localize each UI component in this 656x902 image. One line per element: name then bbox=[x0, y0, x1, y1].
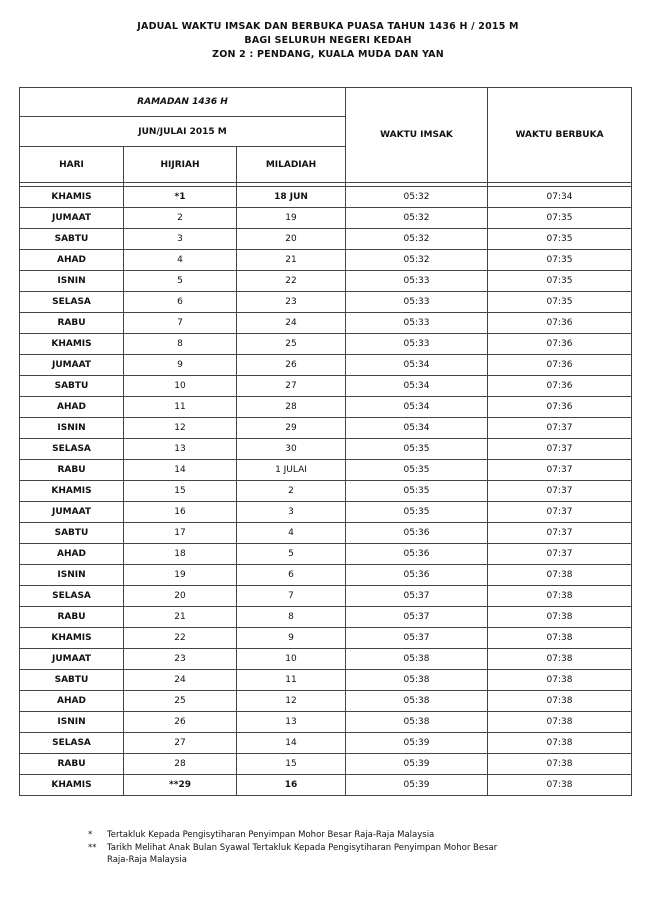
hijriah-cell: 23 bbox=[124, 649, 237, 670]
table-row bbox=[20, 565, 632, 586]
berbuka-cell: 07:37 bbox=[488, 481, 632, 502]
miladiah-cell: 1 JULAI bbox=[237, 460, 346, 481]
day-cell: SABTU bbox=[20, 670, 124, 691]
imsak-cell: 05:32 bbox=[346, 187, 488, 208]
table-row bbox=[20, 250, 632, 271]
day-cell: RABU bbox=[20, 607, 124, 628]
footnote-mark: ** bbox=[88, 842, 97, 853]
table-row bbox=[20, 397, 632, 418]
table-row bbox=[20, 334, 632, 355]
table-row bbox=[20, 418, 632, 439]
footnote-text: Tarikh Melihat Anak Bulan Syawal Tertakluk Kepada Pengisytiharan Penyimpan Mohor Besar bbox=[107, 842, 498, 853]
imsak-cell: 05:36 bbox=[346, 523, 488, 544]
footnotes bbox=[82, 829, 497, 867]
berbuka-cell: 07:38 bbox=[488, 754, 632, 775]
imsak-cell: 05:32 bbox=[346, 250, 488, 271]
berbuka-cell: 07:38 bbox=[488, 649, 632, 670]
berbuka-cell: 07:37 bbox=[488, 523, 632, 544]
berbuka-cell: 07:38 bbox=[488, 607, 632, 628]
hijriah-cell: 3 bbox=[124, 229, 237, 250]
hijriah-cell: 28 bbox=[124, 754, 237, 775]
imsak-cell: 05:34 bbox=[346, 418, 488, 439]
day-cell: SABTU bbox=[20, 523, 124, 544]
day-cell: AHAD bbox=[20, 544, 124, 565]
day-cell: JUMAAT bbox=[20, 355, 124, 376]
imsak-cell: 05:32 bbox=[346, 229, 488, 250]
hijriah-cell: 22 bbox=[124, 628, 237, 649]
berbuka-cell: 07:38 bbox=[488, 586, 632, 607]
title-line-3: ZON 2 : PENDANG, KUALA MUDA DAN YAN bbox=[212, 49, 444, 60]
table-row bbox=[20, 502, 632, 523]
day-cell: AHAD bbox=[20, 691, 124, 712]
hijriah-cell: 17 bbox=[124, 523, 237, 544]
berbuka-cell: 07:36 bbox=[488, 376, 632, 397]
berbuka-cell: 07:35 bbox=[488, 271, 632, 292]
miladiah-cell: 16 bbox=[237, 775, 346, 796]
imsak-cell: 05:38 bbox=[346, 649, 488, 670]
imsak-cell: 05:35 bbox=[346, 481, 488, 502]
hijriah-cell: 14 bbox=[124, 460, 237, 481]
imsak-cell: 05:39 bbox=[346, 775, 488, 796]
berbuka-cell: 07:35 bbox=[488, 292, 632, 313]
footnote-text: Raja-Raja Malaysia bbox=[107, 855, 187, 865]
hijriah-cell: 26 bbox=[124, 712, 237, 733]
hijriah-cell: 20 bbox=[124, 586, 237, 607]
miladiah-cell: 26 bbox=[237, 355, 346, 376]
document-title bbox=[0, 20, 656, 62]
hijriah-cell: *1 bbox=[124, 187, 237, 208]
berbuka-cell: 07:36 bbox=[488, 397, 632, 418]
day-cell: JUMAAT bbox=[20, 649, 124, 670]
table-row bbox=[20, 187, 632, 208]
footnote-mark: * bbox=[88, 830, 93, 840]
imsak-cell: 05:38 bbox=[346, 670, 488, 691]
miladiah-cell: 11 bbox=[237, 670, 346, 691]
berbuka-cell: 07:38 bbox=[488, 775, 632, 796]
table-row bbox=[20, 439, 632, 460]
hijriah-cell: **29 bbox=[124, 775, 237, 796]
header-hijriah: HIJRIAH bbox=[124, 147, 237, 183]
hijriah-cell: 25 bbox=[124, 691, 237, 712]
table-row bbox=[20, 544, 632, 565]
imsak-cell: 05:34 bbox=[346, 355, 488, 376]
table-row bbox=[20, 355, 632, 376]
berbuka-cell: 07:37 bbox=[488, 439, 632, 460]
title-line-2: BAGI SELURUH NEGERI KEDAH bbox=[244, 35, 412, 46]
imsak-cell: 05:37 bbox=[346, 628, 488, 649]
hijriah-cell: 6 bbox=[124, 292, 237, 313]
miladiah-cell: 20 bbox=[237, 229, 346, 250]
hijriah-cell: 7 bbox=[124, 313, 237, 334]
day-cell: ISNIN bbox=[20, 712, 124, 733]
miladiah-cell: 21 bbox=[237, 250, 346, 271]
imsak-cell: 05:38 bbox=[346, 712, 488, 733]
day-cell: RABU bbox=[20, 460, 124, 481]
footnote bbox=[82, 829, 497, 842]
footnote-text: Tertakluk Kepada Pengisytiharan Penyimpan Mohor Besar Raja-Raja Malaysia bbox=[107, 830, 435, 840]
day-cell: KHAMIS bbox=[20, 187, 124, 208]
imsak-cell: 05:36 bbox=[346, 565, 488, 586]
table-row bbox=[20, 313, 632, 334]
miladiah-cell: 13 bbox=[237, 712, 346, 733]
imsak-cell: 05:37 bbox=[346, 586, 488, 607]
table-row bbox=[20, 649, 632, 670]
day-cell: SELASA bbox=[20, 292, 124, 313]
table-row bbox=[20, 460, 632, 481]
table-row bbox=[20, 712, 632, 733]
hijriah-cell: 19 bbox=[124, 565, 237, 586]
hijriah-cell: 16 bbox=[124, 502, 237, 523]
miladiah-cell: 14 bbox=[237, 733, 346, 754]
imsak-cell: 05:33 bbox=[346, 313, 488, 334]
miladiah-cell: 9 bbox=[237, 628, 346, 649]
header-miladiah: MILADIAH bbox=[237, 147, 346, 183]
miladiah-cell: 10 bbox=[237, 649, 346, 670]
berbuka-cell: 07:34 bbox=[488, 187, 632, 208]
miladiah-cell: 22 bbox=[237, 271, 346, 292]
day-cell: KHAMIS bbox=[20, 481, 124, 502]
table-row bbox=[20, 481, 632, 502]
miladiah-cell: 4 bbox=[237, 523, 346, 544]
day-cell: KHAMIS bbox=[20, 775, 124, 796]
berbuka-cell: 07:38 bbox=[488, 670, 632, 691]
berbuka-cell: 07:38 bbox=[488, 733, 632, 754]
miladiah-cell: 25 bbox=[237, 334, 346, 355]
header-hari: HARI bbox=[20, 147, 124, 183]
imsak-cell: 05:35 bbox=[346, 502, 488, 523]
hijriah-cell: 13 bbox=[124, 439, 237, 460]
hijriah-cell: 12 bbox=[124, 418, 237, 439]
footnote bbox=[82, 854, 497, 867]
berbuka-cell: 07:36 bbox=[488, 313, 632, 334]
imsak-cell: 05:35 bbox=[346, 439, 488, 460]
imsak-cell: 05:34 bbox=[346, 397, 488, 418]
table-row bbox=[20, 523, 632, 544]
day-cell: ISNIN bbox=[20, 271, 124, 292]
imsak-cell: 05:39 bbox=[346, 733, 488, 754]
day-cell: RABU bbox=[20, 754, 124, 775]
day-cell: RABU bbox=[20, 313, 124, 334]
berbuka-cell: 07:36 bbox=[488, 355, 632, 376]
table-row bbox=[20, 208, 632, 229]
hijriah-cell: 15 bbox=[124, 481, 237, 502]
imsak-cell: 05:34 bbox=[346, 376, 488, 397]
day-cell: JUMAAT bbox=[20, 208, 124, 229]
hijriah-cell: 4 bbox=[124, 250, 237, 271]
berbuka-cell: 07:37 bbox=[488, 544, 632, 565]
berbuka-cell: 07:37 bbox=[488, 502, 632, 523]
imsak-cell: 05:38 bbox=[346, 691, 488, 712]
berbuka-cell: 07:38 bbox=[488, 691, 632, 712]
imsak-cell: 05:33 bbox=[346, 334, 488, 355]
miladiah-cell: 30 bbox=[237, 439, 346, 460]
imsak-cell: 05:39 bbox=[346, 754, 488, 775]
miladiah-cell: 7 bbox=[237, 586, 346, 607]
imsak-cell: 05:33 bbox=[346, 271, 488, 292]
footnote-mark bbox=[82, 854, 107, 867]
day-cell: AHAD bbox=[20, 397, 124, 418]
miladiah-cell: 24 bbox=[237, 313, 346, 334]
hijriah-cell: 8 bbox=[124, 334, 237, 355]
miladiah-cell: 19 bbox=[237, 208, 346, 229]
miladiah-cell: 28 bbox=[237, 397, 346, 418]
hijriah-cell: 24 bbox=[124, 670, 237, 691]
berbuka-cell: 07:38 bbox=[488, 628, 632, 649]
table-row bbox=[20, 292, 632, 313]
day-cell: SELASA bbox=[20, 586, 124, 607]
miladiah-cell: 29 bbox=[237, 418, 346, 439]
day-cell: SELASA bbox=[20, 439, 124, 460]
imsak-cell: 05:32 bbox=[346, 208, 488, 229]
berbuka-cell: 07:38 bbox=[488, 565, 632, 586]
berbuka-cell: 07:35 bbox=[488, 208, 632, 229]
berbuka-cell: 07:35 bbox=[488, 250, 632, 271]
day-cell: ISNIN bbox=[20, 565, 124, 586]
imsak-cell: 05:33 bbox=[346, 292, 488, 313]
table-row bbox=[20, 628, 632, 649]
miladiah-cell: 3 bbox=[237, 502, 346, 523]
miladiah-cell: 6 bbox=[237, 565, 346, 586]
title-line-1: JADUAL WAKTU IMSAK DAN BERBUKA PUASA TAHUN 1436 H / 2015 M bbox=[137, 21, 519, 32]
table-row bbox=[20, 586, 632, 607]
day-cell: KHAMIS bbox=[20, 628, 124, 649]
imsak-cell: 05:35 bbox=[346, 460, 488, 481]
day-cell: SELASA bbox=[20, 733, 124, 754]
day-cell: ISNIN bbox=[20, 418, 124, 439]
berbuka-cell: 07:36 bbox=[488, 334, 632, 355]
hijriah-cell: 27 bbox=[124, 733, 237, 754]
miladiah-cell: 12 bbox=[237, 691, 346, 712]
berbuka-cell: 07:38 bbox=[488, 712, 632, 733]
header-jun-julai: JUN/JULAI 2015 M bbox=[20, 117, 346, 147]
berbuka-cell: 07:35 bbox=[488, 229, 632, 250]
table-row bbox=[20, 376, 632, 397]
miladiah-cell: 5 bbox=[237, 544, 346, 565]
miladiah-cell: 2 bbox=[237, 481, 346, 502]
berbuka-cell: 07:37 bbox=[488, 460, 632, 481]
table-row bbox=[20, 271, 632, 292]
day-cell: KHAMIS bbox=[20, 334, 124, 355]
table-row bbox=[20, 607, 632, 628]
day-cell: SABTU bbox=[20, 229, 124, 250]
table-row bbox=[20, 229, 632, 250]
table-row bbox=[20, 754, 632, 775]
table-row bbox=[20, 775, 632, 796]
day-cell: SABTU bbox=[20, 376, 124, 397]
table-row bbox=[20, 733, 632, 754]
hijriah-cell: 10 bbox=[124, 376, 237, 397]
miladiah-cell: 18 JUN bbox=[237, 187, 346, 208]
table-row bbox=[20, 670, 632, 691]
imsak-cell: 05:37 bbox=[346, 607, 488, 628]
header-ramadan: RAMADAN 1436 H bbox=[20, 88, 346, 117]
miladiah-cell: 23 bbox=[237, 292, 346, 313]
hijriah-cell: 18 bbox=[124, 544, 237, 565]
hijriah-cell: 9 bbox=[124, 355, 237, 376]
miladiah-cell: 8 bbox=[237, 607, 346, 628]
table-row bbox=[20, 691, 632, 712]
hijriah-cell: 2 bbox=[124, 208, 237, 229]
header-waktu-berbuka: WAKTU BERBUKA bbox=[488, 88, 632, 183]
hijriah-cell: 21 bbox=[124, 607, 237, 628]
miladiah-cell: 15 bbox=[237, 754, 346, 775]
footnote bbox=[82, 842, 497, 855]
schedule-table bbox=[19, 87, 632, 796]
imsak-cell: 05:36 bbox=[346, 544, 488, 565]
header-waktu-imsak: WAKTU IMSAK bbox=[346, 88, 488, 183]
hijriah-cell: 5 bbox=[124, 271, 237, 292]
berbuka-cell: 07:37 bbox=[488, 418, 632, 439]
miladiah-cell: 27 bbox=[237, 376, 346, 397]
day-cell: JUMAAT bbox=[20, 502, 124, 523]
day-cell: AHAD bbox=[20, 250, 124, 271]
hijriah-cell: 11 bbox=[124, 397, 237, 418]
